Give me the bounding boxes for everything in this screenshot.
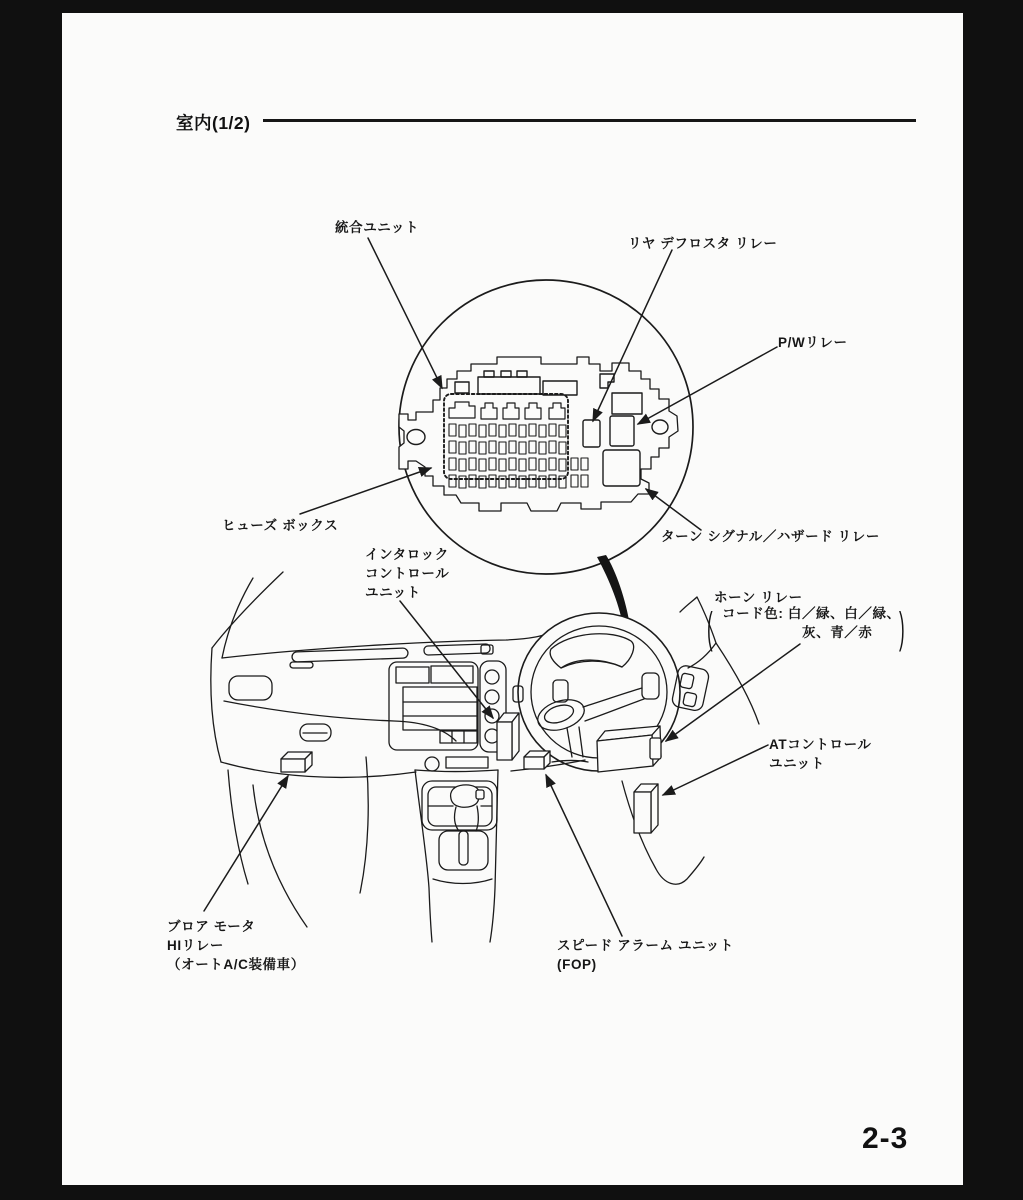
- horn-note-bracket-close: ): [899, 604, 905, 653]
- label-turn-hazard-relay: ターン シグナル／ハザード リレー: [661, 529, 880, 544]
- leader-blower: [204, 776, 288, 911]
- radio-display: [403, 687, 477, 730]
- at-control-unit-box: [634, 784, 658, 833]
- horn-relay-box: [597, 726, 661, 772]
- glove-box: [224, 701, 456, 741]
- label-horn-relay: ホーン リレー: [714, 590, 803, 605]
- left-vent: [229, 676, 272, 700]
- leader-speed-alarm: [546, 775, 622, 936]
- label-rear-defroster-relay: リヤ デフロスタ リレー: [628, 236, 778, 251]
- shift-stem: [459, 831, 468, 865]
- console-left: [415, 770, 432, 942]
- label-speed-alarm-unit: スピード アラーム ユニット (FOP): [557, 938, 734, 972]
- page-number: 2-3: [862, 1122, 909, 1155]
- label-integrated-unit: 統合ユニット: [335, 220, 420, 235]
- leader-interlock: [400, 601, 493, 718]
- leader-integrated-unit: [368, 238, 442, 388]
- label-pw-relay: P/Wリレー: [778, 335, 848, 350]
- fuse-box-detail-circle: [399, 280, 693, 574]
- label-interlock-unit: インタロック コントロール ユニット: [365, 547, 450, 600]
- speed-alarm-box: [524, 751, 550, 769]
- label-horn-note: コード色: 白／緑、白／緑、 灰、青／赤: [722, 606, 901, 640]
- section-header: 室内(1/2): [176, 113, 251, 133]
- blower-relay-box: [281, 752, 312, 772]
- label-blower-relay: ブロア モータ HIリレー （オートA/C装備車）: [167, 919, 305, 972]
- leader-at-control: [663, 745, 768, 795]
- label-at-control-unit: ATコントロール ユニット: [769, 737, 872, 771]
- horn-note-bracket-open: (: [707, 604, 713, 653]
- leader-fuse-box: [300, 468, 431, 514]
- interlock-unit-box: [497, 713, 519, 760]
- label-fuse-box: ヒューズ ボックス: [222, 518, 339, 533]
- dash-top-edge: [222, 630, 558, 658]
- a-pillar: [212, 572, 283, 648]
